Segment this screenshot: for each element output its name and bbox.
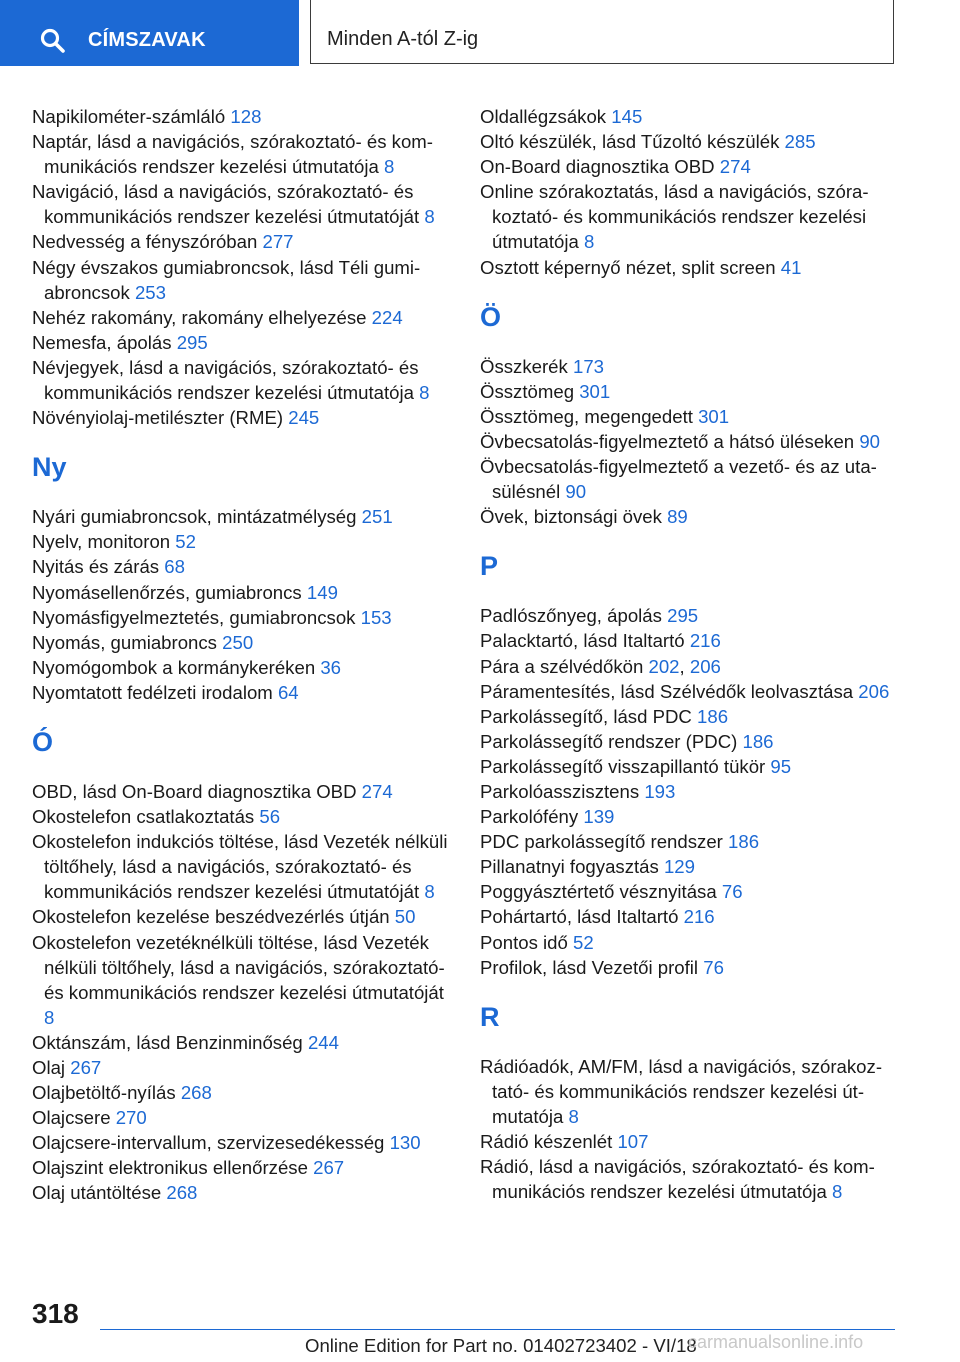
index-entry-term: OBD, lásd On-Board diagnosztika OBD [32,780,362,802]
page-reference-link[interactable]: 8 [584,231,595,253]
page-reference-link[interactable]: 52 [175,531,196,553]
page-reference-link[interactable]: 8 [568,1105,579,1127]
page-reference-link[interactable]: 244 [307,1031,339,1053]
index-entry [480,804,895,829]
index-entry-term: Padlószőnyeg, ápolás [480,605,668,627]
page-reference-link[interactable]: 50 [394,906,416,928]
page-reference-link[interactable]: 268 [180,1082,212,1104]
index-block [480,354,895,530]
index-entry [480,879,895,904]
index-entry [32,529,452,554]
page-reference-link[interactable]: 139 [583,806,615,828]
index-entry-term: Okostelefon indukciós töltése, lásd Vezeték nélküli töltőhely, lásd a navigációs, szórakoztató- és kommunikációs rendszer kezelési útmutatóját [32,831,448,903]
index-entry [480,854,895,879]
section-letter-p: P [480,551,499,582]
page-reference-link[interactable]: 224 [371,306,403,328]
index-entry-term: Nyitás és zárás [32,556,165,578]
index-entry-term: PDC parkolássegítő rendszer [480,831,729,853]
index-entry [480,379,895,404]
index-entry [32,1055,452,1080]
section-letter-r: R [480,1001,500,1032]
index-entry [480,404,895,429]
index-entry-term: Olajcsere-intervallum, szervizesedékesség [32,1132,390,1154]
page-reference-link[interactable]: 206 [858,680,890,702]
index-entry-term: Oktánszám, lásd Benzinminőség [32,1031,308,1053]
index-entry [480,179,895,254]
page-reference-link[interactable]: 8 [384,156,395,178]
index-entry [480,429,895,454]
index-entry [32,179,452,229]
keywords-tab[interactable] [0,0,299,66]
index-entry [32,405,452,430]
index-entry-term: Nedvesség a fényszóróban [32,231,263,253]
index-entry-term: Olajbetöltő-nyílás [32,1082,181,1104]
index-entry [32,605,452,630]
index-entry-term: Nyomásfigyelmeztetés, gumiabroncsok [32,606,361,628]
page-reference-link[interactable]: 186 [697,705,729,727]
index-entry [32,680,452,705]
index-entry [480,930,895,955]
index-entry-term: Növényiolaj-metilészter (RME) [32,407,289,429]
page-reference-link[interactable]: 90 [565,481,587,503]
index-entry-term: Nyomásellenőrzés, gumiabroncs [32,581,307,603]
page-reference-link[interactable]: 68 [164,556,185,578]
index-entry [32,930,452,1030]
page-reference-link[interactable]: 173 [573,355,605,377]
index-entry-term: Összkerék [480,355,573,377]
index-entry-term: Parkolássegítő rendszer (PDC) [480,730,743,752]
index-entry: Pára a szélvédőkön 202, 206 [480,655,721,677]
index-entry [480,628,895,653]
page-reference-link[interactable]: 8 [419,382,430,404]
index-entry [480,255,895,280]
index-entry [32,104,452,129]
index-entry [480,104,895,129]
index-entry [32,330,452,355]
page-reference-link[interactable]: 56 [259,806,281,828]
index-entry-term: Navigáció, lásd a navigációs, szórakoztató- és kommunikációs rendszer kezelési útmutatóját [32,181,425,228]
page-reference-link[interactable]: 129 [663,856,695,878]
page-reference-link[interactable]: 145 [611,106,643,127]
index-entry-term: Osztott képernyő nézet, split screen [480,256,781,278]
page-reference-link[interactable]: 130 [389,1132,421,1154]
page-reference-link[interactable]: 149 [306,581,338,603]
index-entry-term: Rádióadók, AM/FM, lásd a navigációs, szórakoztató- és kommunikációs rendszer kezelési útmutatója [480,1055,883,1127]
index-entry-term: Pillanatnyi fogyasztás [480,856,664,878]
index-entry-term: Négy évszakos gumiabroncsok, lásd Téli gumiabroncsok [32,256,421,303]
index-entry [32,904,452,929]
index-entry-term: Olajcsere [32,1107,116,1129]
index-block [32,779,452,1206]
page-reference-link[interactable]: 202 [648,655,680,677]
page-reference-link[interactable]: 270 [115,1107,147,1129]
index-entry-term: Pohártartó, lásd Italtartó [480,906,684,928]
page-reference-link[interactable]: 8 [44,1006,55,1028]
index-entry [480,704,895,729]
index-entry [32,804,452,829]
index-block [480,1054,895,1205]
index-entry [32,229,452,254]
index-block [32,504,452,705]
index-entry [32,355,452,405]
page-reference-link[interactable]: 274 [361,780,393,802]
index-entry [32,1180,452,1205]
page-reference-link[interactable]: 301 [579,380,611,402]
index-entry-term: Pontos idő [480,931,574,953]
index-entry [480,904,895,929]
section-letter-oe: Ö [480,301,502,332]
index-entry [32,630,452,655]
index-entry-term: Övek, biztonsági övek [480,506,668,528]
index-entry [32,554,452,579]
index-entry [480,779,895,804]
index-block [480,104,895,280]
index-entry-term: On-Board diagnosztika OBD [480,156,720,178]
index-entry-term: Olajszint elektronikus ellenőrzése [32,1157,314,1179]
page-reference-link[interactable]: 267 [70,1057,102,1078]
index-entry [480,603,895,628]
page-reference-link[interactable]: 245 [288,407,320,429]
index-entry [32,1105,452,1130]
watermark: carmanualsonline.info [688,1332,864,1352]
index-entry [32,504,452,529]
index-entry [32,1155,452,1180]
index-entry-term: Okostelefon vezetéknélküli töltése, lásd Vezeték nélküli töltőhely, lásd a navigációs, szórakoztató- és kommunikációs rendszer kezelési útmutatóját [32,931,445,1003]
index-entry-term: Parkolóasszisztens [480,780,645,802]
page-reference-link[interactable]: 64 [277,681,299,703]
index-entry-term: Oltó készülék, lásd Tűzoltó készülék [480,131,785,153]
index-entry-term: Nyári gumiabroncsok, mintázatmélység [32,506,362,528]
index-entry [32,779,452,804]
index-entry-term: Nehéz rakomány, rakomány elhelyezése [32,306,372,328]
page-reference-link[interactable]: 107 [617,1131,649,1152]
page-reference-link[interactable]: 193 [644,780,676,802]
index-column-left [32,104,452,1206]
index-entry [480,754,895,779]
page-reference-link[interactable]: 128 [230,106,262,127]
index-entry-term: Olaj utántöltése [32,1182,167,1204]
index-entry [480,454,895,504]
index-entry [480,504,895,529]
index-entry [32,1030,452,1055]
index-entry [480,679,895,704]
page-reference-link[interactable]: 216 [683,906,715,928]
index-entry [480,129,895,154]
page-reference-link[interactable]: 295 [667,605,699,627]
index-entry-term: Olaj [32,1057,71,1078]
section-letter-o: Ó [32,726,54,757]
index-entry-term: Napikilométer-számláló [32,106,231,127]
index-block [480,603,895,979]
page-reference-link[interactable]: 186 [742,730,774,752]
index-entry-term: Poggyásztértető vésznyitása [480,881,722,903]
index-entry [480,955,895,980]
page-reference-link[interactable]: 41 [780,256,802,278]
page-reference-link[interactable]: 274 [719,156,751,178]
index-block [32,104,452,430]
index-entry-term: Online szórakoztatás, lásd a navigációs, szórakoztató- és kommunikációs rendszer kezelési útmutatója [480,181,869,253]
index-entry [32,255,452,305]
index-entry-term: Okostelefon csatlakoztatás [32,806,260,828]
a-to-z-tab[interactable] [310,0,894,64]
page-reference-link[interactable]: 153 [360,606,392,628]
page-reference-link[interactable]: 89 [667,506,688,528]
page-reference-link[interactable]: 186 [728,831,760,853]
index-entry-term: Nyomtatott fedélzeti irodalom [32,681,278,703]
search-icon [40,28,66,54]
page-reference-link[interactable]: 268 [166,1182,198,1204]
index-entry-term: Össztömeg, megengedett [480,405,699,427]
page-reference-link[interactable]: 267 [313,1157,345,1179]
page-reference-link[interactable]: 90 [859,430,880,452]
page-reference-link[interactable]: 251 [361,506,393,528]
index-entry-term: Parkolássegítő, lásd PDC [480,705,698,727]
index-entry-term: Páramentesítés, lásd Szélvédők leolvasztása [480,680,859,702]
index-entry-term: Nyomógombok a kormánykeréken [32,656,321,678]
page-reference-link[interactable]: 8 [832,1181,843,1203]
page-reference-link[interactable]: 8 [424,881,435,903]
keywords-tab-label: CÍMSZAVAK [88,29,206,51]
footer-divider [100,1329,895,1330]
page-reference-link[interactable]: 8 [424,206,435,228]
index-entry-term: Rádió készenlét [480,1131,618,1152]
page-reference-link[interactable]: 216 [689,630,721,652]
index-entry [480,729,895,754]
index-entry-term: Övbecsatolás-figyelmeztető a hátsó üléseken [480,430,860,452]
index-column-right [480,104,895,1204]
index-entry-term: Parkolássegítő visszapillantó tükör [480,755,771,777]
page-reference-link[interactable]: 36 [320,656,342,678]
index-entry [32,1080,452,1105]
page-reference-link[interactable]: 285 [784,131,816,153]
index-entry-term: Okostelefon kezelése beszédvezérlés útján [32,906,395,928]
index-entry [32,580,452,605]
index-entry [32,1130,452,1155]
index-entry [32,305,452,330]
index-entry [480,1154,895,1204]
a-to-z-tab-label: Minden A-tól Z-ig [327,28,479,50]
index-entry-term: Palacktartó, lásd Italtartó [480,630,690,652]
index-entry [480,154,895,179]
page-reference-link[interactable]: 206 [689,655,721,677]
index-entry [480,1129,895,1154]
index-entry-term: Pára a szélvédőkön [480,655,649,677]
index-entry-term: Nyelv, monitoron [32,531,176,553]
index-entry-term: Névjegyek, lásd a navigációs, szórakoztató- és kommunikációs rendszer kezelési útmutatója [32,356,420,404]
page-reference-link[interactable]: 76 [721,881,743,903]
index-entry-term: Rádió, lásd a navigációs, szórakoztató- és kommunikációs rendszer kezelési útmutatója [480,1156,875,1203]
page-reference-link[interactable]: 95 [770,755,792,777]
page-number: 318 [32,1298,79,1329]
index-entry [480,829,895,854]
index-entry-term: Össztömeg [480,380,580,402]
section-letter-ny: Ny [32,452,67,483]
index-entry [32,829,452,904]
page-reference-link[interactable]: 253 [134,281,166,303]
index-entry-term: Naptár, lásd a navigációs, szórakoztató- és kommunikációs rendszer kezelési útmutatója [32,131,433,178]
index-entry [480,1054,895,1129]
page-reference-link[interactable]: 301 [698,405,730,427]
index-entry-term: Parkolófény [480,806,584,828]
page-reference-link[interactable]: 250 [222,631,254,653]
top-navigation [0,0,960,66]
page-reference-link[interactable]: 277 [262,231,294,253]
index-entry-term: Profilok, lásd Vezetői profil [480,956,704,978]
index-entry-term: Övbecsatolás-figyelmeztető a vezető- és az utasülésnél [480,456,877,503]
index-entry [480,354,895,379]
edition-note: Online Edition for Part no. 01402723402 - VI/18 [305,1335,697,1356]
page-reference-link[interactable]: 52 [573,931,594,953]
index-entry-term: Nyomás, gumiabroncs [32,631,223,653]
index-entry-term: Oldallégzsákok [480,106,612,127]
index-entry [32,129,452,179]
page-reference-link[interactable]: 295 [176,331,208,353]
page-reference-link[interactable]: 76 [703,956,724,978]
index-entry [32,655,452,680]
index-entry-term: Nemesfa, ápolás [32,331,177,353]
